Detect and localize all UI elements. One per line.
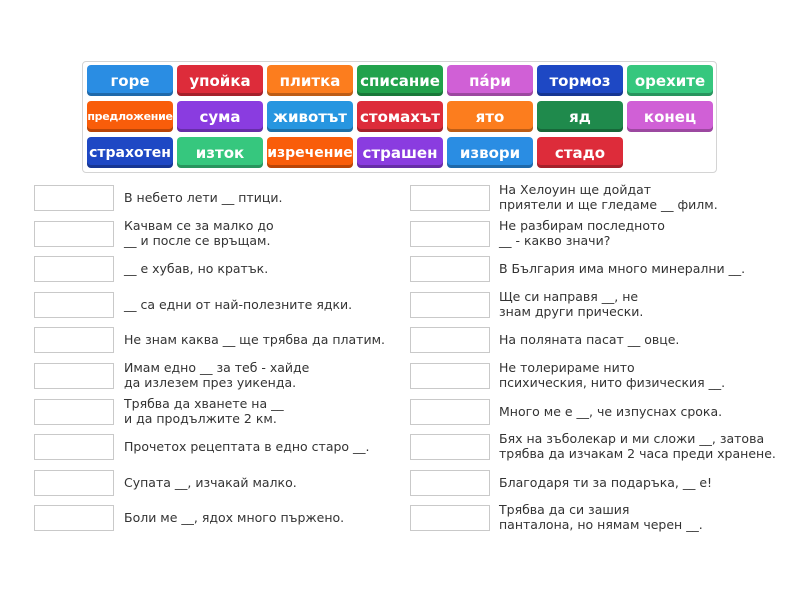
question-text: На Хелоуин ще дойдат приятели и ще гледаме __ филм. (499, 182, 718, 212)
answer-drop-slot[interactable] (410, 185, 490, 211)
question-text: Благодаря ти за подаръка, __ е! (499, 474, 713, 490)
word-tile[interactable]: стадо (537, 137, 623, 168)
answer-drop-slot[interactable] (410, 505, 490, 531)
word-tile[interactable]: плитка (267, 65, 353, 96)
word-tile[interactable]: упойка (177, 65, 263, 96)
word-tile[interactable]: животът (267, 101, 353, 132)
word-tile[interactable]: изречение (267, 137, 353, 168)
answer-drop-slot[interactable] (410, 221, 490, 247)
answer-drop-slot[interactable] (34, 327, 114, 353)
question-text: Трябва да хванете на __ и да продължите 2 км. (124, 395, 284, 426)
word-tile[interactable]: стомахът (357, 101, 443, 132)
answer-drop-slot[interactable] (410, 363, 490, 389)
answer-drop-slot[interactable] (410, 470, 490, 496)
question-text: Много ме е __, че изпуснах срока. (499, 403, 723, 419)
question-text: Не разбирам последното __ - какво значи? (499, 217, 665, 248)
word-tile[interactable]: орехите (627, 65, 713, 96)
word-tile[interactable]: страхотен (87, 137, 173, 168)
word-tile[interactable]: списание (357, 65, 443, 96)
question-text: Ще си направя __, не знам други прически. (499, 288, 644, 319)
answer-drop-slot[interactable] (34, 256, 114, 282)
answer-drop-slot[interactable] (34, 185, 114, 211)
answer-drop-slot[interactable] (34, 470, 114, 496)
word-tile[interactable]: горе (87, 65, 173, 96)
question-text: Трябва да си зашия панталона, но нямам черен __. (499, 502, 703, 533)
word-tile[interactable]: сума (177, 101, 263, 132)
question-text: На поляната пасат __ овце. (499, 332, 680, 348)
answer-drop-slot[interactable] (34, 292, 114, 318)
word-tile[interactable]: изток (177, 137, 263, 168)
question-text: Боли ме __, ядох много пържено. (124, 510, 345, 526)
question-text: Супата __, изчакай малко. (124, 474, 297, 490)
word-tile[interactable]: предложение (87, 101, 173, 132)
question-text: Имам едно __ за теб - хайде да излезем през уикенда. (124, 360, 310, 390)
question-text: Не знам каква __ ще трябва да платим. (124, 332, 385, 348)
word-tile[interactable]: па́ри (447, 65, 533, 96)
question-text: Качвам се за малко до __ и после се връщам. (124, 217, 274, 248)
question-text: Бях на зъболекар и ми сложи __, затова трябва да изчакам 2 часа преди хранене. (499, 431, 776, 462)
question-text: Прочетох рецептата в едно старо __. (124, 439, 370, 455)
question-text: В небето лети __ птици. (124, 190, 283, 205)
word-tile[interactable]: страшен (357, 137, 443, 168)
question-text: В България има много минерални __. (499, 261, 746, 277)
answer-drop-slot[interactable] (410, 434, 490, 460)
answer-drop-slot[interactable] (410, 327, 490, 353)
question-text: __ е хубав, но кратък. (124, 261, 269, 277)
answer-drop-slot[interactable] (34, 221, 114, 247)
word-tile[interactable]: яд (537, 101, 623, 132)
answer-drop-slot[interactable] (410, 292, 490, 318)
answer-drop-slot[interactable] (410, 256, 490, 282)
word-tile[interactable]: ято (447, 101, 533, 132)
word-tile[interactable]: извори (447, 137, 533, 168)
question-text: __ са едни от най-полезните ядки. (124, 296, 353, 312)
answer-drop-slot[interactable] (34, 434, 114, 460)
question-text: Не толерираме нито психическия, нито физическия __. (499, 360, 726, 390)
word-tile[interactable]: тормоз (537, 65, 623, 96)
answer-drop-slot[interactable] (34, 505, 114, 531)
answer-drop-slot[interactable] (34, 363, 114, 389)
word-tile[interactable]: конец (627, 101, 713, 132)
answer-drop-slot[interactable] (34, 399, 114, 425)
answer-drop-slot[interactable] (410, 399, 490, 425)
